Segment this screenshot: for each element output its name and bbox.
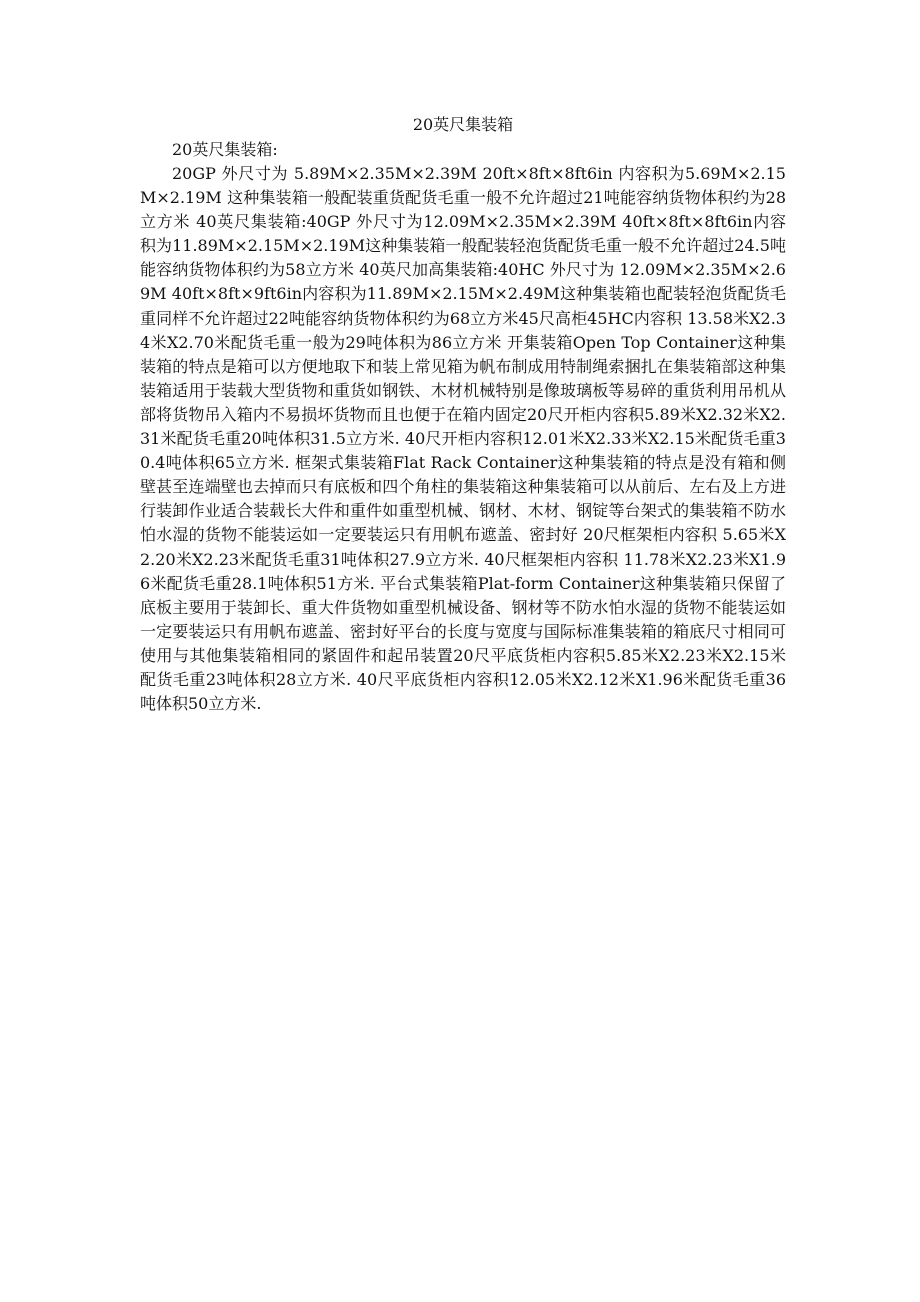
document-title: 20英尺集装箱 — [412, 115, 514, 134]
document-subtitle: 20英尺集装箱: — [172, 140, 278, 159]
document-body: 20GP 外尺寸为 5.89M×2.35M×2.39M 20ft×8ft×8ft6in 内容积为5.69M×2.15M×2.19M 这种集装箱一般配装重货配货毛重一般不允许超过21吨能容纳货物体积约为28立方米 40英尺集装箱:40GP 外尺寸为12.09M×2.35M×2.39M 40ft×8ft×8ft6in内容积为11.89M×2.15M×2.19M这种集装箱一般配装轻泡货配货毛重一般不允许超过24.5吨能容纳货物体积约为58立方米 40英尺加高集装箱:40HC 外尺寸为 12.09M×2.35M×2.69M 40ft×8ft×9ft6in内容积为11.89M×2.15M×2.49M这种集装箱也配装轻泡货配货毛重同样不允许超过22吨能容纳货物体积约为68立方米45尺高柜45HC内容积 13.58米X2.34米X2.70米配货毛重一般为29吨体积为86立方米 开集装箱Open Top Container这种集装箱的特点是箱可以方便地取下和装上常见箱为帆布制成用特制绳索捆扎在集装箱部这种集装箱适用于装载大型货物和重货如钢铁、木材机械特别是像玻璃板等易碎的重货利用吊机从部将货物吊入箱内不易损坏货物而且也便于在箱内固定20尺开柜内容积5.89米X2.32米X2.31米配货毛重20吨体积31.5立方米. 40尺开柜内容积12.01米X2.33米X2.15米配货毛重30.4吨体积65立方米. 框架式集装箱Flat Rack Container这种集装箱的特点是没有箱和侧壁甚至连端壁也去掉而只有底板和四个角柱的集装箱这种集装箱可以从前后、左右及上方进行装卸作业适合装载长大件和重件如重型机械、钢材、木材、钢锭等台架式的集装箱不防水怕水湿的货物不能装运如一定要装运只有用帆布遮盖、密封好 20尺框架柜内容积 5.65米X2.20米X2.23米配货毛重31吨体积27.9立方米. 40尺框架柜内容积 11.78米X2.23米X1.96米配货毛重28.1吨体积51方米. 平台式集装箱Plat-form Container这种集装箱只保留了底板主要用于装卸长、重大件货物如重型机械设备、钢材等不防水怕水湿的货物不能装运如一定要装运只有用帆布遮盖、密封好平台的长度与宽度与国际标准集装箱的箱底尺寸相同可使用与其他集装箱相同的紧固件和起吊装置20尺平底货柜内容积5.85米X2.23米X2.15米配货毛重23吨体积28立方米. 40尺平底货柜内容积12.05米X2.12米X1.96米配货毛重36吨体积50立方米. — [140, 164, 786, 714]
document-page — [140, 112, 786, 716]
